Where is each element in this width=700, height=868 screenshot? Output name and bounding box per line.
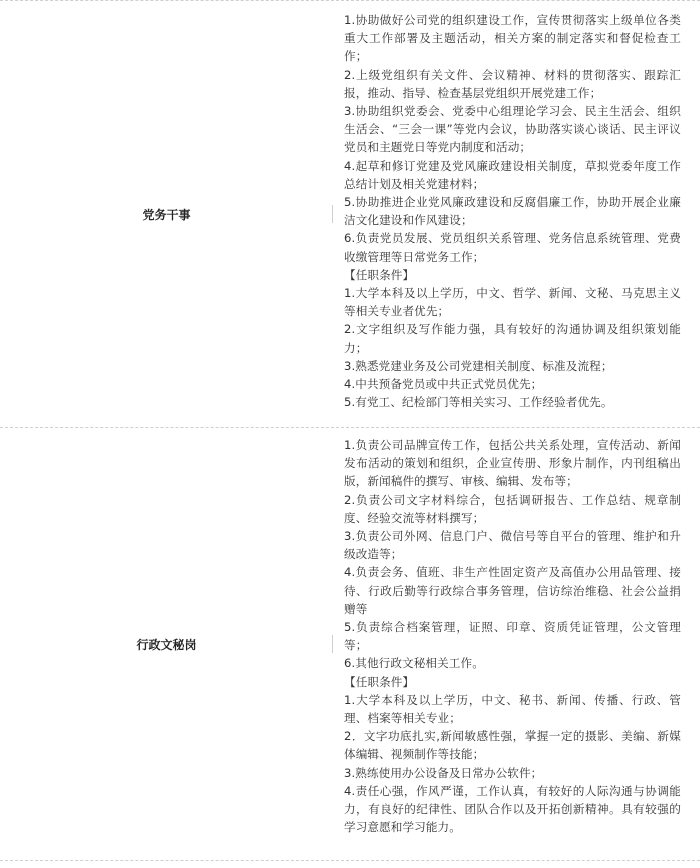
table-row	[0, 428, 700, 861]
requirement-line: 1.大学本科及以上学历，中文、哲学、新闻、文秘、马克思主义等相关专业者优先；	[344, 286, 681, 319]
job-description-cell	[333, 1, 685, 427]
job-title: 行政文秘岗	[136, 637, 197, 652]
description-line: 6.负责党员发展、党员组织关系管理、党务信息系统管理、党费收缴管理等日常党务工作；	[344, 231, 681, 264]
job-title-cell	[0, 428, 333, 860]
description-line: 2.负责公司文字材料综合，包括调研报告、工作总结、规章制度、经验交流等材料撰写；	[344, 492, 681, 525]
requirements-heading: 【任职条件】	[344, 267, 415, 282]
description-line: 5.协助推进企业党风廉政建设和反腐倡廉工作，协助开展企业廉洁文化建设和作风建设；	[344, 195, 681, 228]
requirement-line: 3.熟悉党建业务及公司党建相关制度、标准及流程；	[344, 358, 613, 373]
table-row	[0, 1, 700, 428]
description-line: 4.起草和修订党建及党风廉政建设相关制度，草拟党委年度工作总结计划及相关党建材料；	[344, 158, 681, 191]
description-line: 2.上级党组织有关文件、会议精神、材料的贯彻落实、跟踪汇报，推动、指导、检查基层党组织开展党建工作；	[344, 67, 681, 100]
requirement-line: 4.中共预备党员或中共正式党员优先；	[344, 377, 543, 392]
description-line: 1.协助做好公司党的组织建设工作，宣传贯彻落实上级单位各类重大工作部署及主题活动，相关方案的制定落实和督促检查工作；	[344, 13, 681, 64]
job-title: 党务干事	[142, 207, 191, 222]
description-line: 4.负责会务、值班、非生产性固定资产及高值办公用品管理、接待、行政后勤等行政综合事务管理，信访综治维稳、社会公益捐赠等	[344, 565, 681, 616]
job-description-cell	[333, 428, 685, 860]
description-line: 6.其他行政文秘相关工作。	[344, 656, 484, 671]
cell-divider	[332, 635, 333, 653]
description-line: 5.负责综合档案管理，证照、印章、资质凭证管理，公文管理等；	[344, 620, 681, 653]
requirement-line: 5.有党工、纪检部门等相关实习、工作经验者优先。	[344, 395, 613, 410]
description-line: 3.负责公司外网、信息门户、微信号等自平台的管理、维护和升级改造等；	[344, 529, 681, 562]
requirement-line: 2.文字组织及写作能力强，具有较好的沟通协调及组织策划能力；	[344, 322, 681, 355]
requirement-line: 3.熟练使用办公设备及日常办公软件；	[344, 765, 543, 780]
description-line: 3.协助组织党委会、党委中心组理论学习会、民主生活会、组织生活会、“三会一课”等党内会议，协助落实谈心谈话、民主评议党员和主题党日等党内制度和活动；	[344, 104, 681, 155]
description-line: 1.负责公司品牌宣传工作，包括公共关系处理，宣传活动、新闻发布活动的策划和组织，企业宣传册、形象片制作，内刊组稿出版，新闻稿件的撰写、审核、编辑、发布等；	[344, 438, 681, 489]
job-title-cell	[0, 1, 333, 427]
requirement-line: 1.大学本科及以上学历，中文、秘书、新闻、传播、行政、管理、档案等相关专业；	[344, 692, 681, 726]
requirement-line: 2．文字功底扎实,新闻敏感性强，掌握一定的摄影、美编、新媒体编辑、视频制作等技能；	[344, 729, 681, 762]
cell-divider	[332, 205, 333, 223]
requirement-line: 4.责任心强，作风严谨，工作认真，有较好的人际沟通与协调能力，有良好的纪律性、团队合作以及开拓创新精神。具有较强的学习意愿和学习能力。	[344, 783, 681, 835]
requirements-heading: 【任职条件】	[344, 674, 415, 689]
